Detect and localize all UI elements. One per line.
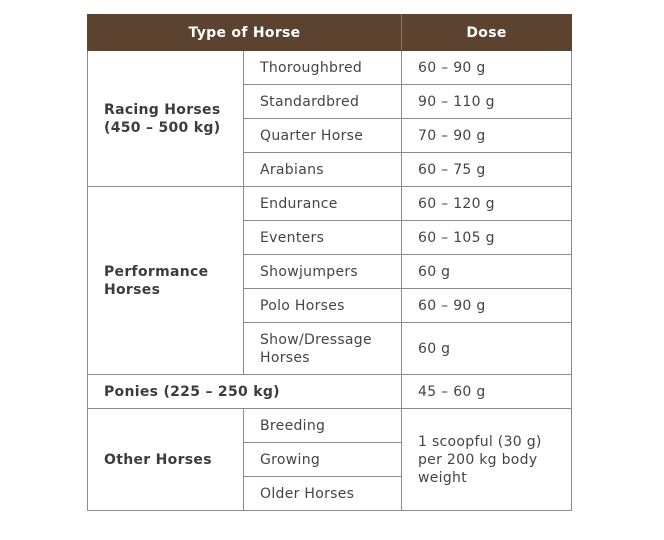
group-label-line: (450 – 500 kg): [104, 119, 221, 136]
horse-type-cell: Older Horses: [244, 477, 402, 511]
horse-type-cell: Standardbred: [244, 85, 402, 119]
dose-cell: 60 – 90 g: [402, 51, 572, 85]
horse-type-cell: Arabians: [244, 153, 402, 187]
horse-type-cell: Showjumpers: [244, 255, 402, 289]
dose-line: 1 scoopful (30 g): [418, 433, 542, 450]
dose-cell: 45 – 60 g: [402, 375, 572, 409]
dose-cell: 70 – 90 g: [402, 119, 572, 153]
group-label-line: Horses: [104, 281, 161, 298]
group-label-other-horses: Other Horses: [88, 409, 244, 511]
horse-dose-table: [87, 14, 572, 511]
dose-cell: 90 – 110 g: [402, 85, 572, 119]
horse-type-cell: Growing: [244, 443, 402, 477]
horse-type-cell: Eventers: [244, 221, 402, 255]
table-row: [88, 187, 572, 221]
horse-type-line: Show/Dressage: [260, 331, 372, 348]
dose-cell: 60 – 75 g: [402, 153, 572, 187]
dose-cell: 60 – 90 g: [402, 289, 572, 323]
dose-line: weight: [418, 469, 468, 486]
horse-type-cell: Thoroughbred: [244, 51, 402, 85]
dose-cell: 60 – 105 g: [402, 221, 572, 255]
group-label-line: Performance: [104, 263, 209, 280]
group-label-line: Racing Horses: [104, 101, 221, 118]
dose-line: per 200 kg body: [418, 451, 538, 468]
header-dose: Dose: [402, 15, 572, 51]
horse-type-cell: Breeding: [244, 409, 402, 443]
table-row: [88, 51, 572, 85]
horse-type-line: Horses: [260, 349, 310, 366]
group-label-ponies: Ponies (225 – 250 kg): [88, 375, 402, 409]
table-row: [88, 409, 572, 443]
group-label-performance-horses: [88, 187, 244, 375]
horse-type-cell: Endurance: [244, 187, 402, 221]
dose-cell: 60 g: [402, 323, 572, 375]
table-header-row: [88, 15, 572, 51]
dose-cell: 60 – 120 g: [402, 187, 572, 221]
horse-type-cell: [244, 323, 402, 375]
dose-cell-other-horses: [402, 409, 572, 511]
table-row: [88, 375, 572, 409]
horse-type-cell: Quarter Horse: [244, 119, 402, 153]
horse-type-cell: Polo Horses: [244, 289, 402, 323]
header-type-of-horse: Type of Horse: [88, 15, 402, 51]
group-label-racing-horses: [88, 51, 244, 187]
dose-cell: 60 g: [402, 255, 572, 289]
